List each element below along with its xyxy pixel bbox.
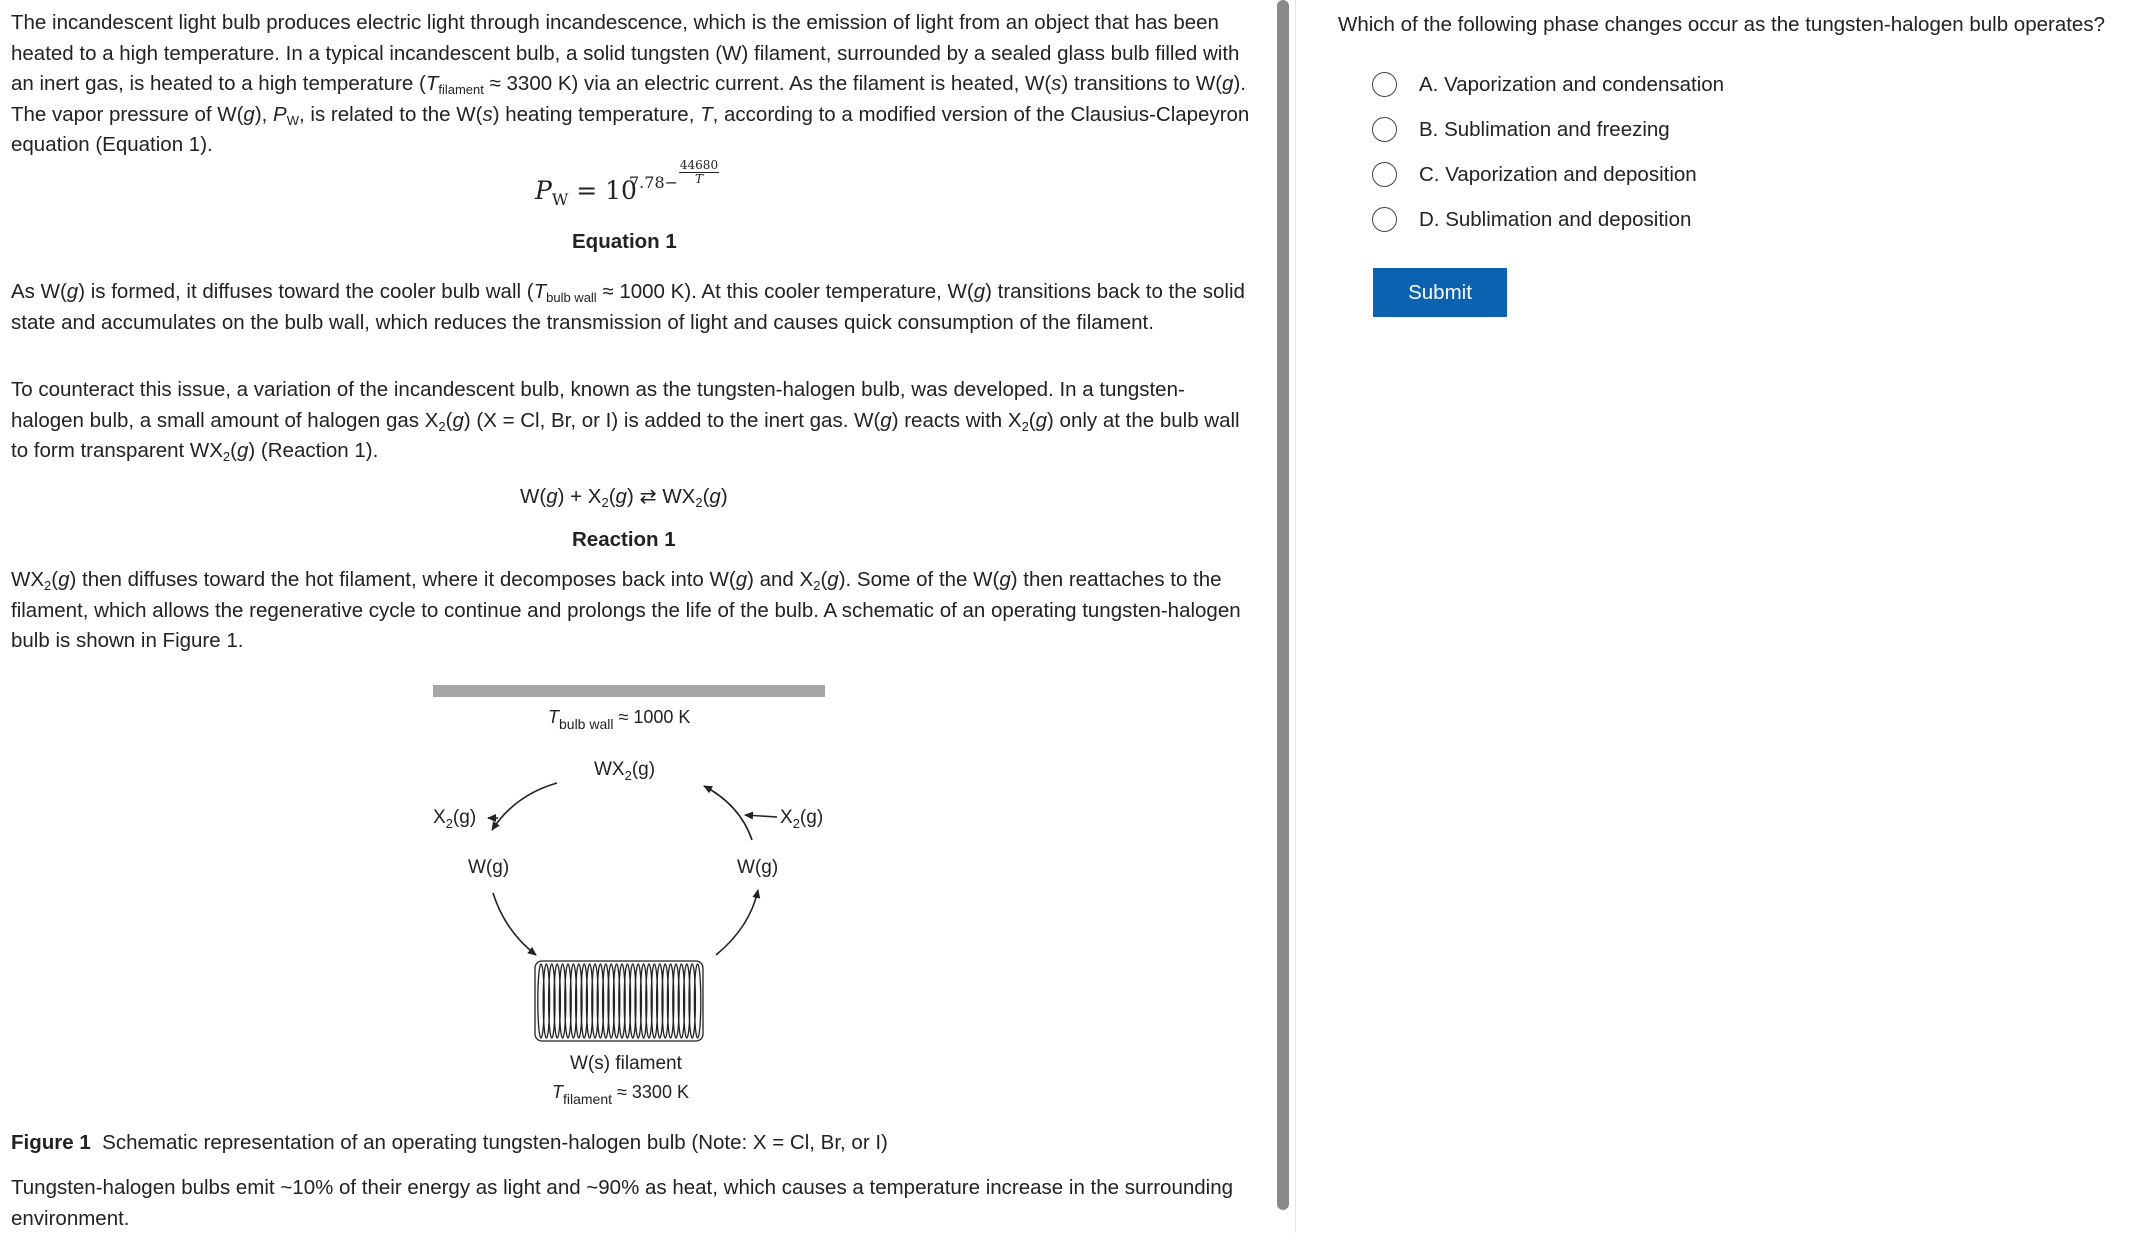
choice-b[interactable] (1372, 117, 1670, 142)
pane-splitter[interactable] (1277, 0, 1289, 1210)
passage-paragraph-4: $WX_2(g)$ then diffuses toward the hot filament, where it decomposes back into W(g) and $X_2(g)$. Some of the W(g) then reattaches to the filament, which allows the regenerative cycle to continue and prolongs the life of the bulb. A schematic of an operating tungsten-halogen bulb is shown in Figure 1. (11, 568, 1241, 652)
choice-a[interactable] (1372, 72, 1724, 97)
choice-a-label[interactable]: A. Vaporization and condensation (1419, 72, 1725, 96)
t-filament-label: $T_{filament} \approx 3300$ K (552, 1082, 689, 1107)
passage-paragraph-5: Tungsten-halogen bulbs emit ~10% of their energy as light and ~90% as heat, which causes a temperature increase in the surrounding environment. (11, 1176, 1234, 1230)
passage-paragraph-1: The incandescent light bulb produces electric light through incandescence, which is the emission of light from an object that has been heated to a high temperature. In a typical incandescent bulb, a solid tungsten (W) filament, surrounded by a sealed glass bulb filled with an inert gas, is heated to a high temperature ($T_{filament} \approx 3300$ K) via an electric current. As the filament is heated, W(s) transitions to W(g). The vapor pressure of W(g), $P_W$, is related to the W(s) heating temperature, T, according to a modified version of the Clausius-Clapeyron equation (Equation 1). (11, 11, 1250, 156)
pane-border (1295, 0, 1296, 1233)
t-bulb-wall-label: $T_{bulb wall} \approx 1000$ K (548, 707, 691, 732)
figure-1-schematic (420, 675, 840, 1115)
arrow-right-to-wall (704, 786, 752, 840)
reaction-1: $W(g) + X_2(g)$ ⇄ $WX_2(g)$ (520, 485, 728, 510)
choice-d-label[interactable]: D. Sublimation and deposition (1419, 207, 1692, 231)
radio-b[interactable] (1372, 117, 1397, 142)
wg-left-label: W(g) (468, 857, 510, 878)
x2-left-label: $X_2(g)$ (433, 807, 477, 831)
choice-c-label[interactable]: C. Vaporization and deposition (1419, 162, 1697, 186)
question-text: Which of the following phase changes occur as the tungsten-halogen bulb operates? (1338, 13, 2105, 36)
arrow-filament-to-right (716, 890, 758, 955)
choice-d[interactable] (1372, 207, 1691, 232)
equation-caption: Equation 1 (572, 230, 677, 253)
passage-paragraph-2: As W(g) is formed, it diffuses toward the cooler bulb wall ($T_{bulb wall} \approx 1000$ K). At this cooler temperature, W(g) transitions back to the solid state and accumulates on the bulb wall, which reduces the transmission of light and causes quick consumption of the filament. (11, 280, 1245, 334)
x2-right-label: $X_2(g)$ (780, 807, 824, 831)
arrow-left-to-filament (493, 893, 536, 955)
submit-button[interactable]: Submit (1373, 268, 1507, 317)
filament-coil (535, 961, 703, 1041)
reaction-caption: Reaction 1 (572, 528, 676, 551)
wx2-label: $WX_2(g)$ (594, 759, 656, 783)
radio-a[interactable] (1372, 72, 1397, 97)
choice-c[interactable] (1372, 162, 1697, 187)
filament-label: W(s) filament (570, 1053, 682, 1074)
wg-right-label: W(g) (737, 857, 779, 878)
figure-1-caption: Figure 1 Schematic representation of an operating tungsten-halogen bulb (Note: X = Cl, Br, or I) (11, 1131, 888, 1154)
radio-d[interactable] (1372, 207, 1397, 232)
radio-c[interactable] (1372, 162, 1397, 187)
choice-b-label[interactable]: B. Sublimation and freezing (1419, 117, 1670, 141)
passage-paragraph-3: To counteract this issue, a variation of the incandescent bulb, known as the tungsten-halogen bulb, was developed. In a tungsten-halogen bulb, a small amount of halogen gas $X_2(g) (X = Cl$, Br, or I) is added to the inert gas. W(g) reacts with $X_2(g)$ only at the bulb wall to form transparent $WX_2(g)$ (Reaction 1). (11, 378, 1240, 464)
arrow-from-x2-right (745, 815, 777, 817)
arrow-wall-to-left (492, 783, 557, 830)
equation-1: $P_W = 10$ 7.78− 44680 T (535, 158, 719, 209)
bulb-wall (433, 685, 825, 697)
